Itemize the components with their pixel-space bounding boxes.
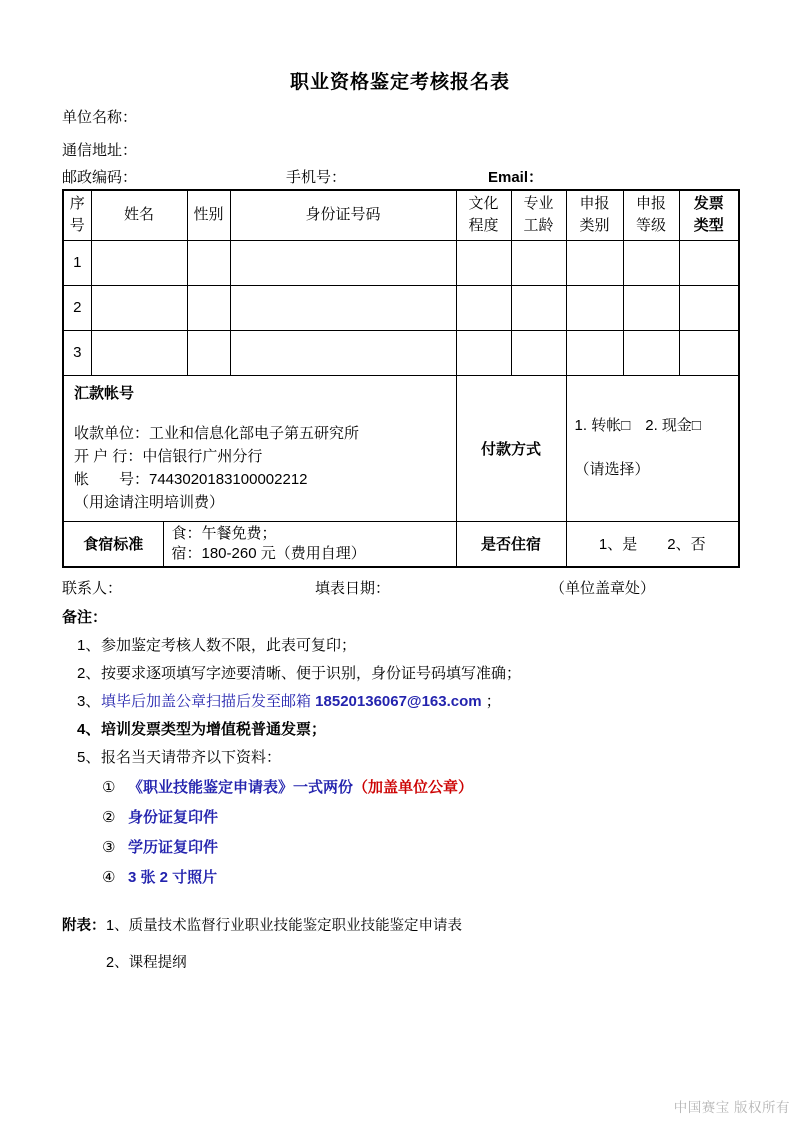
unit-seal-placeholder: （单位盖章处）	[550, 579, 656, 597]
cell-name-3	[91, 330, 187, 375]
stay-question-label: 是否住宿	[456, 521, 566, 567]
material-red-text: （加盖单位公章）	[353, 778, 474, 796]
circled-number-icon: ④	[102, 868, 116, 886]
note-text: 按要求逐项填写字迹要清晰、便于识别，身份证号码填写准确；	[101, 664, 522, 682]
fill-date-field: 填表日期：	[315, 579, 391, 597]
header-work-years: 专业 工龄	[511, 190, 566, 240]
material-item-3	[102, 838, 738, 858]
board-lodging-line: 宿：180-260 元（费用自理）	[171, 544, 366, 562]
appendix-item-1: 1、质量技术监督行业职业技能鉴定职业技能鉴定申请表	[106, 917, 463, 934]
table-row-1	[63, 240, 739, 285]
document-page	[62, 0, 738, 973]
note-suffix: ；	[481, 692, 501, 710]
appendix-section	[62, 916, 738, 973]
note-number: 3、	[77, 692, 101, 710]
remittance-purpose-note: （用途请注明培训费）	[74, 493, 225, 511]
header-apply-level: 申报 等级	[623, 190, 679, 240]
cell-education-3	[456, 330, 511, 375]
contact-person-field: 联系人：	[62, 579, 123, 597]
note-number: 2、	[77, 664, 101, 682]
material-text: 3 张 2 寸照片	[128, 868, 218, 886]
material-item-1	[102, 778, 738, 798]
remittance-payee: 收款单位：工业和信息化部电子第五研究所	[74, 424, 360, 442]
cell-level-1	[623, 240, 679, 285]
row-number: 3	[63, 330, 91, 375]
row-number: 2	[63, 285, 91, 330]
note-item-2	[77, 664, 738, 684]
note-text: 报名当天请带齐以下资料：	[101, 748, 282, 766]
board-standard-label: 食宿标准	[63, 521, 163, 567]
header-invoice-type: 发票 类型	[679, 190, 739, 240]
board-row	[63, 521, 739, 567]
cell-education-2	[456, 285, 511, 330]
cell-gender-1	[187, 240, 230, 285]
circled-number-icon: ③	[102, 838, 116, 856]
appendix-label: 附表：	[62, 917, 106, 934]
header-gender: 性别	[187, 190, 230, 240]
material-text	[128, 778, 473, 798]
cell-work-years-2	[511, 285, 566, 330]
note-item-3	[77, 692, 738, 712]
cell-level-2	[623, 285, 679, 330]
note-text: 参加鉴定考核人数不限，此表可复印；	[101, 636, 357, 654]
email-field: Email：	[488, 169, 544, 186]
email-address: 18520136067@163.com	[315, 692, 482, 710]
cell-work-years-3	[511, 330, 566, 375]
cell-work-years-1	[511, 240, 566, 285]
cell-gender-3	[187, 330, 230, 375]
stay-options: 1、是 2、否	[566, 521, 739, 567]
cell-invoice-2	[679, 285, 739, 330]
payment-options-cell	[566, 375, 739, 521]
note-item-5	[77, 748, 738, 768]
unit-name-field: 单位名称：	[62, 109, 138, 126]
note-item-1	[77, 636, 738, 656]
cell-name-2	[91, 285, 187, 330]
cell-id-3	[230, 330, 456, 375]
material-blue-text: 《职业技能鉴定申请表》一式两份	[128, 778, 354, 796]
cell-category-3	[566, 330, 623, 375]
note-number: 4、	[77, 720, 101, 738]
cell-category-1	[566, 240, 623, 285]
page-title: 职业资格鉴定考核报名表	[289, 72, 510, 93]
appendix-item-2: 2、课程提纲	[106, 954, 187, 971]
remittance-info-cell	[63, 375, 456, 521]
remittance-bank: 开 户 行：中信银行广州分行	[74, 447, 263, 465]
table-header-row	[63, 190, 739, 240]
note-number: 5、	[77, 748, 101, 766]
cell-name-1	[91, 240, 187, 285]
material-text: 身份证复印件	[128, 808, 219, 826]
notes-heading: 备注：	[62, 608, 108, 626]
cell-education-1	[456, 240, 511, 285]
cell-gender-2	[187, 285, 230, 330]
note-text	[101, 692, 501, 712]
registration-table	[62, 189, 740, 568]
postal-code-field: 邮政编码：	[62, 169, 138, 186]
cell-level-3	[623, 330, 679, 375]
circled-number-icon: ①	[102, 778, 116, 796]
cell-invoice-3	[679, 330, 739, 375]
header-seq: 序 号	[63, 190, 91, 240]
cell-id-1	[230, 240, 456, 285]
payment-method-label: 付款方式	[456, 375, 566, 521]
header-apply-category: 申报 类别	[566, 190, 623, 240]
circled-number-icon: ②	[102, 808, 116, 826]
row-number: 1	[63, 240, 91, 285]
signature-row	[62, 577, 738, 597]
contact-fields-row	[62, 166, 738, 186]
material-item-2	[102, 808, 738, 828]
table-row-3	[63, 330, 739, 375]
payment-hint: （请选择）	[574, 461, 650, 478]
copyright-watermark: 中国赛宝 版权所有	[673, 1100, 790, 1115]
payment-options: 1. 转帐□ 2. 现金□	[574, 417, 701, 434]
material-item-4	[102, 868, 738, 888]
board-meal-line: 食：午餐免费；	[171, 524, 277, 542]
cell-category-2	[566, 285, 623, 330]
remittance-title: 汇款帐号	[74, 384, 135, 402]
table-row-2	[63, 285, 739, 330]
header-education: 文化 程度	[456, 190, 511, 240]
note-item-4	[77, 720, 738, 740]
material-text: 学历证复印件	[128, 838, 219, 856]
note-number: 1、	[77, 636, 101, 654]
cell-id-2	[230, 285, 456, 330]
note-blue-text: 填毕后加盖公章扫描后发至邮箱	[101, 692, 316, 710]
remittance-row	[63, 375, 739, 521]
remittance-account: 帐 号：7443020183100002212	[74, 470, 308, 488]
appendix-items	[106, 916, 462, 973]
board-detail-cell	[163, 521, 456, 567]
header-id-number: 身份证号码	[230, 190, 456, 240]
address-field: 通信地址：	[62, 142, 138, 159]
note-text: 培训发票类型为增值税普通发票；	[101, 720, 327, 738]
mobile-field: 手机号：	[286, 169, 347, 186]
cell-invoice-1	[679, 240, 739, 285]
header-name: 姓名	[91, 190, 187, 240]
